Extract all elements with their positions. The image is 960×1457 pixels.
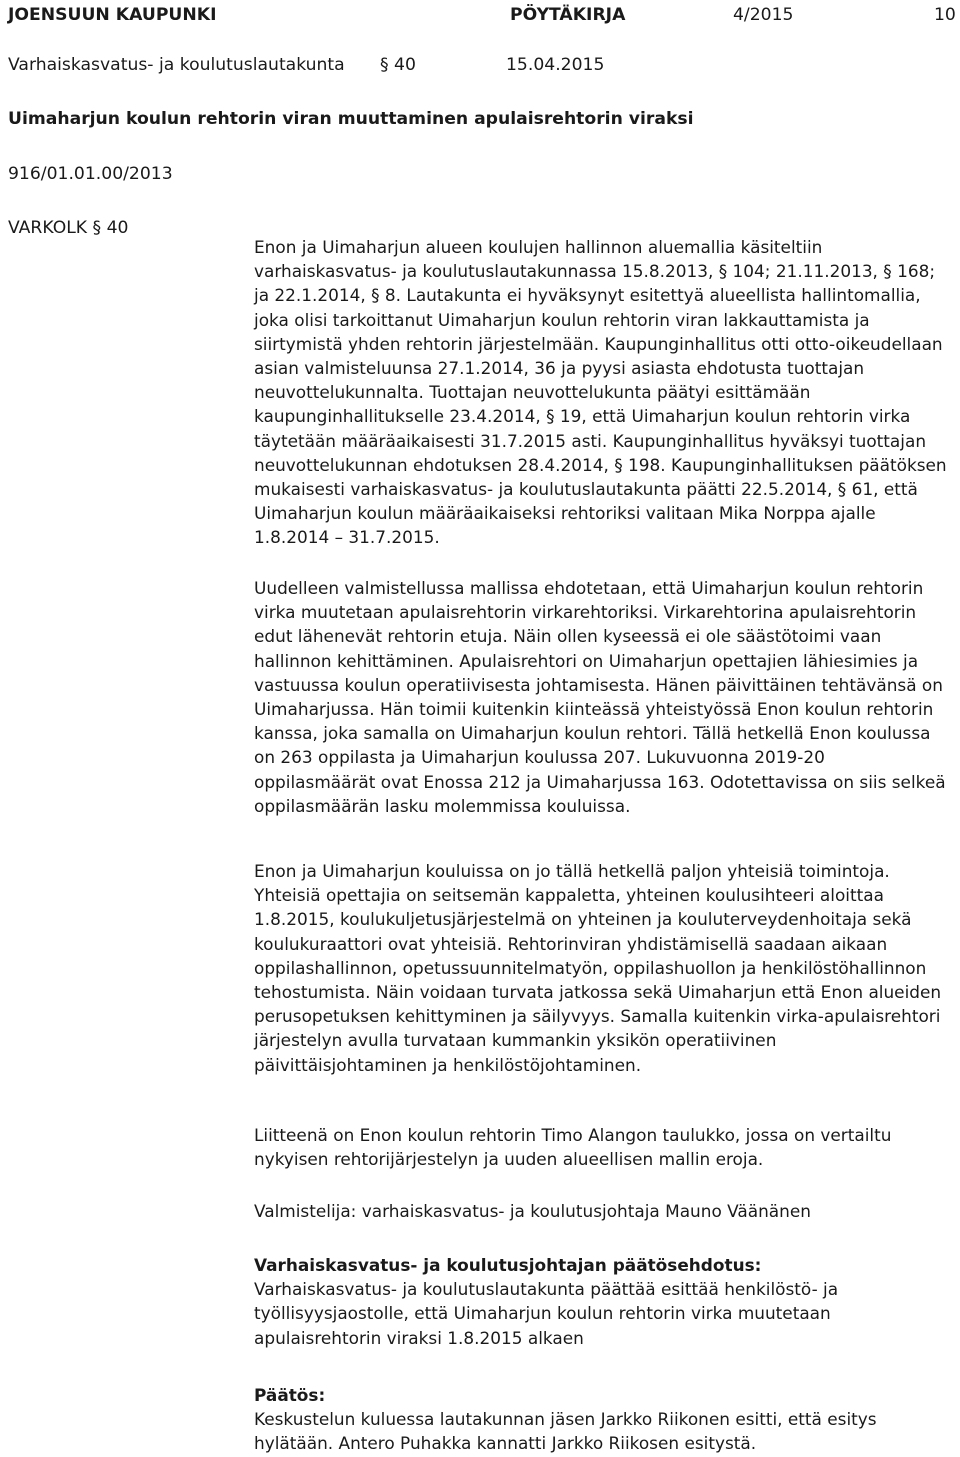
paragraph-proposal-reasoning [254, 576, 948, 818]
paragraph-preparer [254, 1199, 948, 1223]
document-type: PÖYTÄKIRJA [510, 5, 626, 25]
paragraph-text: Liitteenä on Enon koulun rehtorin Timo Alangon taulukko, jossa on vertailtu nykyisen rehtorijärjestelyn ja uuden alueellisen mallin eroja. [254, 1125, 892, 1170]
decision-section [254, 1383, 948, 1456]
decision-heading: Päätös: [254, 1385, 326, 1405]
paragraph-text: Uudelleen valmistellussa mallissa ehdotetaan, että Uimaharjun koulun rehtorin virka muutetaan apulaisrehtorin virkarehtoriksi. Virkarehtorina apulaisrehtorin edut lähenevät rehtorin etuja. Näin ollen kyseessä ei ole säästötoimi vaan hallinnon kehittäminen. Apulaisrehtori on Uimaharjun opettajien lähiesimies ja vastuussa koulun operatiivisesta johtamisesta. Hänen päivittäinen tehtävänsä on Uimaharjussa. Hän toimii kuitenkin kiinteässä yhteistyössä Enon koulun rehtorin kanssa, joka samalla on Uimaharjun koulun rehtori. Tällä hetkellä Enon koulussa on 263 oppilasta ja Uimaharjun koulussa 207. Lukuvuonna 2019-20 oppilasmäärät ovat Enossa 212 ja Uimaharjussa 163. Odotettavissa on siis selkeä oppilasmäärän lasku molemmissa kouluissa. [254, 578, 946, 816]
proposal-section [254, 1253, 948, 1350]
meeting-date: 15.04.2015 [506, 55, 605, 75]
diary-number: 916/01.01.00/2013 [8, 164, 173, 184]
board-reference: VARKOLK § 40 [8, 218, 129, 238]
document-number: 4/2015 [733, 5, 794, 25]
paragraph-text: Enon ja Uimaharjun alueen koulujen hallinnon aluemallia käsiteltiin varhaiskasvatus- ja koulutuslautakunnassa 15.8.2013, § 104; 21.11.2013, § 168; ja 22.1.2014, § 8. Lautakunta ei hyväksynyt esitettyä alueellista hallintomallia, joka olisi tarkoittanut Uimaharjun koulun rehtorin viran lakkauttamista ja siirtymistä yhden rehtorin järjestelmään. Kaupunginhallitus otti otto-oikeudellaan asian valmisteluunsa 27.1.2014, 36 ja pyysi asiasta ehdotusta tuottajan neuvottelukunnalta. Tuottajan neuvottelukunta päätyi esittämään kaupunginhallitukselle 23.4.2014, § 19, että Uimaharjun koulun rehtorin virka täytetään määräaikaisesti 31.7.2015 asti. Kaupunginhallitus hyväksyi tuottajan neuvottelukunnan ehdotuksen 28.4.2014, § 198. Kaupunginhallituksen päätöksen mukaisesti varhaiskasvatus- ja koulutuslautakunta päätti 22.5.2014, § 61, että Uimaharjun koulun määräaikaiseksi rehtoriksi valitaan Mika Norppa ajalle 1.8.2014 – 31.7.2015. [254, 237, 947, 548]
paragraph-shared-functions [254, 859, 948, 1077]
paragraph-attachment [254, 1123, 948, 1171]
decision-text: Keskustelun kuluessa lautakunnan jäsen Jarkko Riikonen esitti, että esitys hylätään. Antero Puhakka kannatti Jarkko Riikosen esitystä. [254, 1409, 877, 1454]
proposal-heading: Varhaiskasvatus- ja koulutusjohtajan päätösehdotus: [254, 1255, 762, 1275]
section-number: § 40 [380, 55, 416, 75]
page-title: Uimaharjun koulun rehtorin viran muuttaminen apulaisrehtorin viraksi [8, 109, 694, 129]
paragraph-text: Valmistelija: varhaiskasvatus- ja koulutusjohtaja Mauno Väänänen [254, 1201, 811, 1221]
board-name: Varhaiskasvatus- ja koulutuslautakunta [8, 55, 345, 75]
document-header-row-2 [0, 50, 960, 80]
paragraph-text: Enon ja Uimaharjun kouluissa on jo tällä hetkellä paljon yhteisiä toimintoja. Yhteisiä opettajia on seitsemän kappaletta, yhteinen koulusihteeri aloittaa 1.8.2015, koulukuljetusjärjestelmä on yhteinen ja kouluterveydenhoitaja sekä koulukuraattori ovat yhteisiä. Rehtorinviran yhdistämisellä saadaan aikaan oppilashallinnon, opetussuunnitelmatyön, oppilashuollon ja henkilöstöhallinnon tehostumista. Näin voidaan turvata jatkossa sekä Uimaharjun että Enon alueiden perusopetuksen kehittyminen ja säilyvyys. Samalla kuitenkin virka-apulaisrehtori järjestelyn avulla turvataan kummankin yksikön operatiivinen päivittäisjohtaminen ja henkilöstöjohtaminen. [254, 861, 942, 1075]
proposal-text: Varhaiskasvatus- ja koulutuslautakunta päättää esittää henkilöstö- ja työllisyysjaostolle, että Uimaharjun koulun rehtorin virka muutetaan apulaisrehtorin viraksi 1.8.2015 alkaen [254, 1279, 839, 1348]
document-header-row-1 [0, 0, 960, 30]
page-number: 10 [934, 5, 956, 25]
paragraph-background [254, 235, 948, 550]
organization-name: JOENSUUN KAUPUNKI [8, 5, 217, 25]
